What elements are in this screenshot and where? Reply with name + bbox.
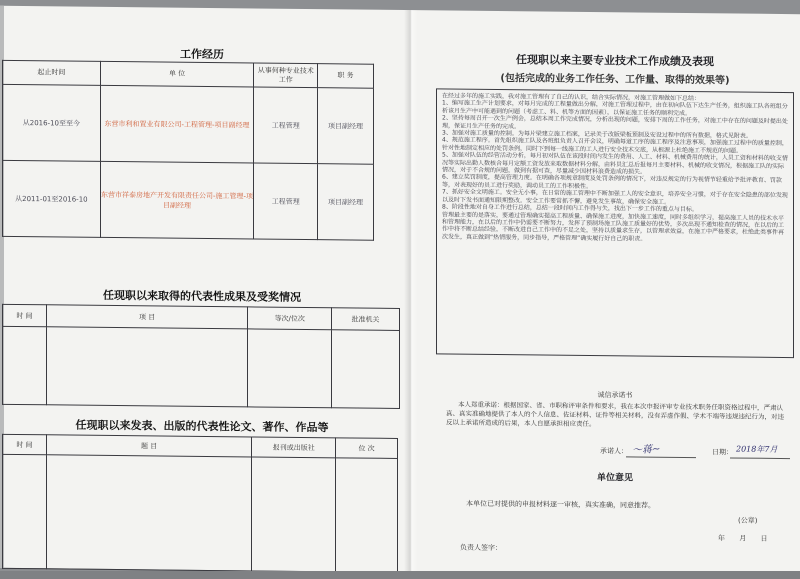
header-work-type: 从事何种专业技术工作 [254, 63, 318, 88]
header-rank: 等次/位次 [248, 307, 332, 330]
table-row [3, 84, 374, 164]
header-rank: 位 次 [336, 438, 398, 459]
header-project: 项 目 [46, 305, 247, 329]
unit-opinion-title: 单位意见 [596, 473, 633, 484]
summary-paragraph: 管理最主要的是落实，要通过管理确实提高工程质量、确保施工进度，加快施工速度，同时多组织学习，提高施工人员的技术水平和管理能力，在以后的工作中仍需要不断努力，发挥了预制场施工队施工质量好的优势，多次出现不通知检查的情况，在以后的工作中将不断总结经验，不断改进自己工作中的不足之处，坚持以质量求生存，以管理求效益，在施工中严格要求，杜绝此类事件再次发生，真正做到“热情服务，同步指导，严格管理”确实履行好自己的职责。 [442, 210, 785, 243]
empty-cell [332, 330, 400, 409]
achievements-table [2, 304, 400, 409]
summary-paragraph: 1、编写施工生产计划要求，对每月完成的工程量做出分解，对施工管理过程中，由在初向队伍下达生产任务，组织施工队各班组分析该月生产中可能遇到的问题（考虑工、料、机等方面的因素），以保证施工任务的顺利完成。 [442, 99, 788, 117]
publications-title: 任现职以来发表、出版的代表性论文、著作、作品等 [75, 418, 329, 435]
pledge-signer-label: 承诺人： [600, 447, 628, 456]
empty-cell [336, 458, 398, 573]
signature-line [626, 456, 696, 458]
empty-cell [252, 457, 336, 572]
cell-position: 项目副经理 [318, 88, 374, 165]
empty-cell [46, 455, 251, 571]
empty-cell [3, 454, 47, 568]
summary-paragraph: 6、建立奖罚制度，提高管理力度。在明确各项规章制度及处罚条例的情况下，对违反规定的行为视情节轻重给予批评教育、罚款等，对表现好的员工进行奖励，调动员工的工作积极性。 [442, 173, 782, 190]
integrity-pledge-title: 诚信承诺书 [597, 391, 633, 400]
unit-date: 年 月 日 [718, 534, 774, 543]
handwritten-signature: ～蒋~ [631, 443, 661, 457]
empty-cell [46, 327, 247, 407]
cell-work-type: 工程管理 [254, 87, 318, 164]
summary-paragraph: 8、阶段性地对自身工作进行总结，总结一段时间内工作得与失，找出下一步工作的重点与目标。 [442, 203, 698, 214]
header-time: 时 间 [3, 304, 47, 326]
summary-paragraph: 在经过多年的施工实践，我对施工管理有了自己的认识，结合实际情况，对施工管理做如下总结： [442, 92, 701, 103]
work-history-title: 工作经历 [180, 47, 224, 62]
summary-paragraph: 5、加强对队伍的经营活动分析，每月初对队伍在该段时间内发生的费用、人工、材料、机械费用的统计，人员工资和材料的收支情况等实际出勤人数核合每月定额工资发放来取数据材料分解，由料员汇总后报每月主要材料、机械的收支情况，根据施工队的实际情况，对于不合规的问题，做到有据可查，尽量减少因材料浪费造成的损失。 [442, 151, 788, 176]
publications-table [2, 434, 398, 573]
work-summary-box [436, 88, 794, 358]
integrity-pledge-text: 本人郑重承诺：根据国家、省、市职称评审条件和要求，我在本次申报评审专业技术职务任职资格过程中，严肃认真、真实准确地提供了本人的个人信息、佐证材料、证件等相关材料，没有弄虚作假、学术不端等违规违纪行为，对违反以上承诺所造成的后果，本人自愿承担相应责任。 [446, 400, 784, 429]
scanned-document [0, 6, 800, 576]
summary-paragraph: 4、规范施工程序。首先组织施工队及各班组负责人召开会议，明确每道工序的施工程序及注意事项，加强施工过程中的质量控制，针对性地制定相应的处罚条例，同时下到每一线施工的工人进行安全技术交底，从根源上杜绝施工不规范的问题。 [442, 136, 788, 155]
empty-cell [248, 329, 332, 408]
cell-company: 东营市利和置业有限公司-工程管理-项目副经理 [100, 85, 254, 163]
page-fold [404, 10, 418, 572]
pledge-date-label: 日期： [712, 448, 733, 457]
header-title: 题 目 [46, 435, 251, 457]
handwritten-date: 2018年7月 [736, 444, 778, 454]
unit-opinion-text: 本单位已对提供的申报材料逐一审核，真实准确，同意推荐。 [466, 499, 655, 510]
main-work-subtitle: (包括完成的业务工作任务、工作量、取得的效果等) [500, 73, 730, 87]
main-work-title: 任现职以来主要专业技术工作成绩及表现 [516, 53, 714, 69]
table-row [3, 160, 374, 240]
cell-period: 从2016-10至至今 [3, 84, 101, 161]
seal-label: (公章) [738, 516, 758, 525]
header-company: 单 位 [100, 61, 254, 87]
header-position: 职 务 [318, 64, 374, 89]
table-row [3, 326, 400, 408]
header-authority: 批准机关 [332, 308, 400, 331]
header-time: 时 间 [3, 434, 47, 454]
summary-paragraph: 3、加强对施工质量的控制。为每片梁建立施工档案，记录关于改版梁板预制及安设过程中的所有数据，格式见附表。 [442, 129, 752, 140]
responsible-signature-label: 负责人签字： [460, 543, 502, 553]
cell-position: 项目副经理 [318, 164, 374, 241]
summary-paragraph: 2、坚持每周召开一次生产例会，总结本周工作完成情况，分析出现的问题，安排下周的工作任务，对施工中存在的问题及时提出处理，保证月生产任务的完成。 [442, 114, 788, 130]
empty-cell [3, 326, 47, 404]
summary-paragraph: 7、抓好安全文明施工。安全无小事，在日常的施工管理中不断加强工人的安全意识，培养安全习惯，对于存在安全隐患的部位发现以及时下发书面通知限期整改。安全工作要常抓不懈，避免发生事故，确保安全施工。 [442, 188, 788, 206]
cell-work-type: 工程管理 [254, 163, 318, 240]
header-period: 起止时间 [3, 60, 101, 85]
table-row [3, 454, 398, 572]
cell-period: 从2011-01至2016-10 [3, 160, 101, 237]
header-publisher: 报刊或出版社 [252, 437, 336, 458]
background-edge [0, 571, 800, 579]
cell-company: 东营市祥泰房地产开发有限责任公司-施工管理-项目副经理 [100, 161, 254, 239]
work-history-table [2, 60, 374, 241]
achievements-title: 任现职以来取得的代表性成果及受奖情况 [103, 288, 301, 304]
date-line [730, 457, 790, 459]
